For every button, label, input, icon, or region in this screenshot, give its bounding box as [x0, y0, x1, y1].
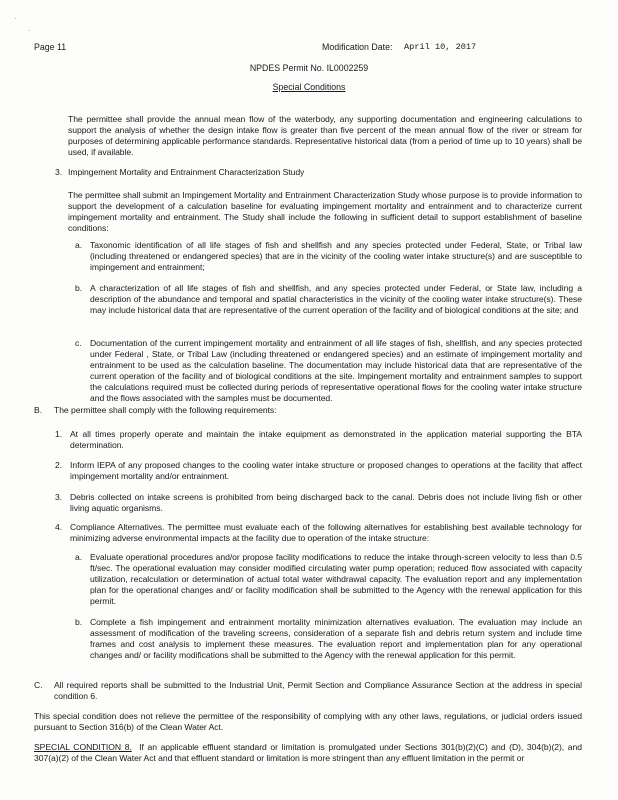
b-4b-text: Complete a fish impingement and entrainment mortality minimization alternatives evaluation. The evaluation may include an assessment of modification of the traveling screens, consideration of a separate fish and debris return system and include time frames and cost analysis to implement these measures. The evaluation report and implementation plan for any operational changes and/ or facility modifications shall be submitted to the Agency with the renewal application for this permit.: [90, 617, 582, 660]
item-3a-label: a.: [75, 240, 83, 250]
intro-paragraph: The permittee shall provide the annual mean flow of the waterbody, any supporting documentation and engineering calculations to support the analysis of whether the design intake flow is greater than five percent of the mean annual flow of the river or stream for purposes of determining applicable performance standards. Representative historical data (from a period of time up to 10 years) shall be used, if available.: [68, 114, 582, 157]
section-title: Special Conditions: [272, 82, 346, 92]
item-3c-label: c.: [75, 338, 82, 348]
modification-date-label: Modification Date:: [322, 42, 393, 52]
permit-number: NPDES Permit No. IL0002259: [249, 63, 369, 73]
b-4a-text: Evaluate operational procedures and/or propose facility modifications to reduce the intake through-screen velocity to less than 0.5 ft/sec. The operational evaluation may consider modified circulating water pump operation; reduced flow associated with capacity utilization, recalculation or determination of actual total water withdrawal capacity. The evaluation report and any implementation plan for the operational changes and/ or facility modification shall be submitted to the Agency with the renewal application for this permit.: [90, 552, 582, 606]
page-number: Page 11: [34, 42, 67, 52]
item-3a-text: Taxonomic identification of all life stages of fish and shellfish and any species protected under Federal, State, or Tribal law (including threatened or endangered species) that are in the vicinity of the cooling water intake structure(s) and are susceptible to impingement and entrainment;: [90, 240, 582, 272]
item-3-text: The permittee shall submit an Impingement Mortality and Entrainment Characterization Study whose purpose is to provide information to support the development of a calculation baseline for evaluating impingement mortality and entrainment and to characterize current impingement mortality and entrainment. The Study shall include the following in sufficient detail to support establishment of baseline conditions:: [68, 190, 582, 233]
item-3-number: 3.: [55, 167, 63, 177]
special-condition-8-heading: SPECIAL CONDITION 8.: [34, 742, 132, 752]
b-item-1-number: 1.: [55, 429, 63, 439]
b-item-1-text: At all times properly operate and maintain the intake equipment as demonstrated in the application material supporting the BTA determination.: [70, 429, 582, 450]
closing-paragraph: This special condition does not relieve the permittee of the responsibility of complying with any other laws, regulations, or judicial orders issued pursuant to Section 316(b) of the Clean Water Act.: [34, 711, 582, 732]
section-b-label: B.: [34, 405, 43, 415]
b-item-3-text: Debris collected on intake screens is prohibited from being discharged back to the canal. Debris does not include living fish or other living aquatic organisms.: [70, 492, 582, 513]
modification-date: April 10, 2017: [404, 42, 477, 52]
b-item-4-text: Compliance Alternatives. The permittee must evaluate each of the following alternatives for establishing best available technology for minimizing adverse environmental impacts at the facility due to operation of the intake structure:: [70, 522, 582, 543]
scan-speck: ·: [14, 14, 17, 23]
item-3-title: Impingement Mortality and Entrainment Characterization Study: [68, 167, 305, 177]
special-condition-8-text: If an applicable effluent standard or limitation is promulgated under Sections 301(b)(2)(C) and (D), 304(b)(2), and 307(a)(2) of the Clean Water Act and that effluent standard or limitation is more stringent than any effluent limitation in the permit or: [34, 742, 582, 763]
item-3b-label: b.: [75, 283, 83, 293]
b-item-4-number: 4.: [55, 522, 63, 532]
section-c-text: All required reports shall be submitted to the Industrial Unit, Permit Section and Compliance Assurance Section at the address in special condition 6.: [54, 680, 582, 701]
b-item-2-number: 2.: [55, 460, 63, 470]
item-3b-text: A characterization of all life stages of fish and shellfish, and any species protected under Federal, or State law, including a description of the abundance and temporal and spatial characteristics in the vicinity of the cooling water intake structure(s). These may include historical data that are representative of the current operation of the facility and of biological conditions at the site; and: [90, 283, 582, 315]
scan-speck: ·: [28, 26, 31, 35]
b-4b-label: b.: [75, 617, 83, 627]
section-c-label: C.: [34, 680, 43, 690]
section-b-intro: The permittee shall comply with the following requirements:: [54, 405, 277, 415]
item-3c-text: Documentation of the current impingement mortality and entrainment of all life stages of fish, shellfish, and any species protected under Federal , State, or Tribal Law (including threatened or endangered species) and an estimate of impingement mortality and entrainment to be used as the calculation baseline. The documentation may include historical data that are representative of the current operation of the facility and of biological conditions at the site. Impingement mortality and entrainment samples to support the calculations required must be collected during periods of representative operational flows for the cooling water intake structure and the flows associated with the samples must be documented.: [90, 338, 582, 403]
b-item-2-text: Inform IEPA of any proposed changes to the cooling water intake structure or proposed changes to operations at the facility that affect impingement mortality and/or entrainment.: [70, 460, 582, 481]
b-item-3-number: 3.: [55, 492, 63, 502]
special-condition-8: [34, 742, 582, 764]
b-4a-label: a.: [75, 552, 83, 562]
